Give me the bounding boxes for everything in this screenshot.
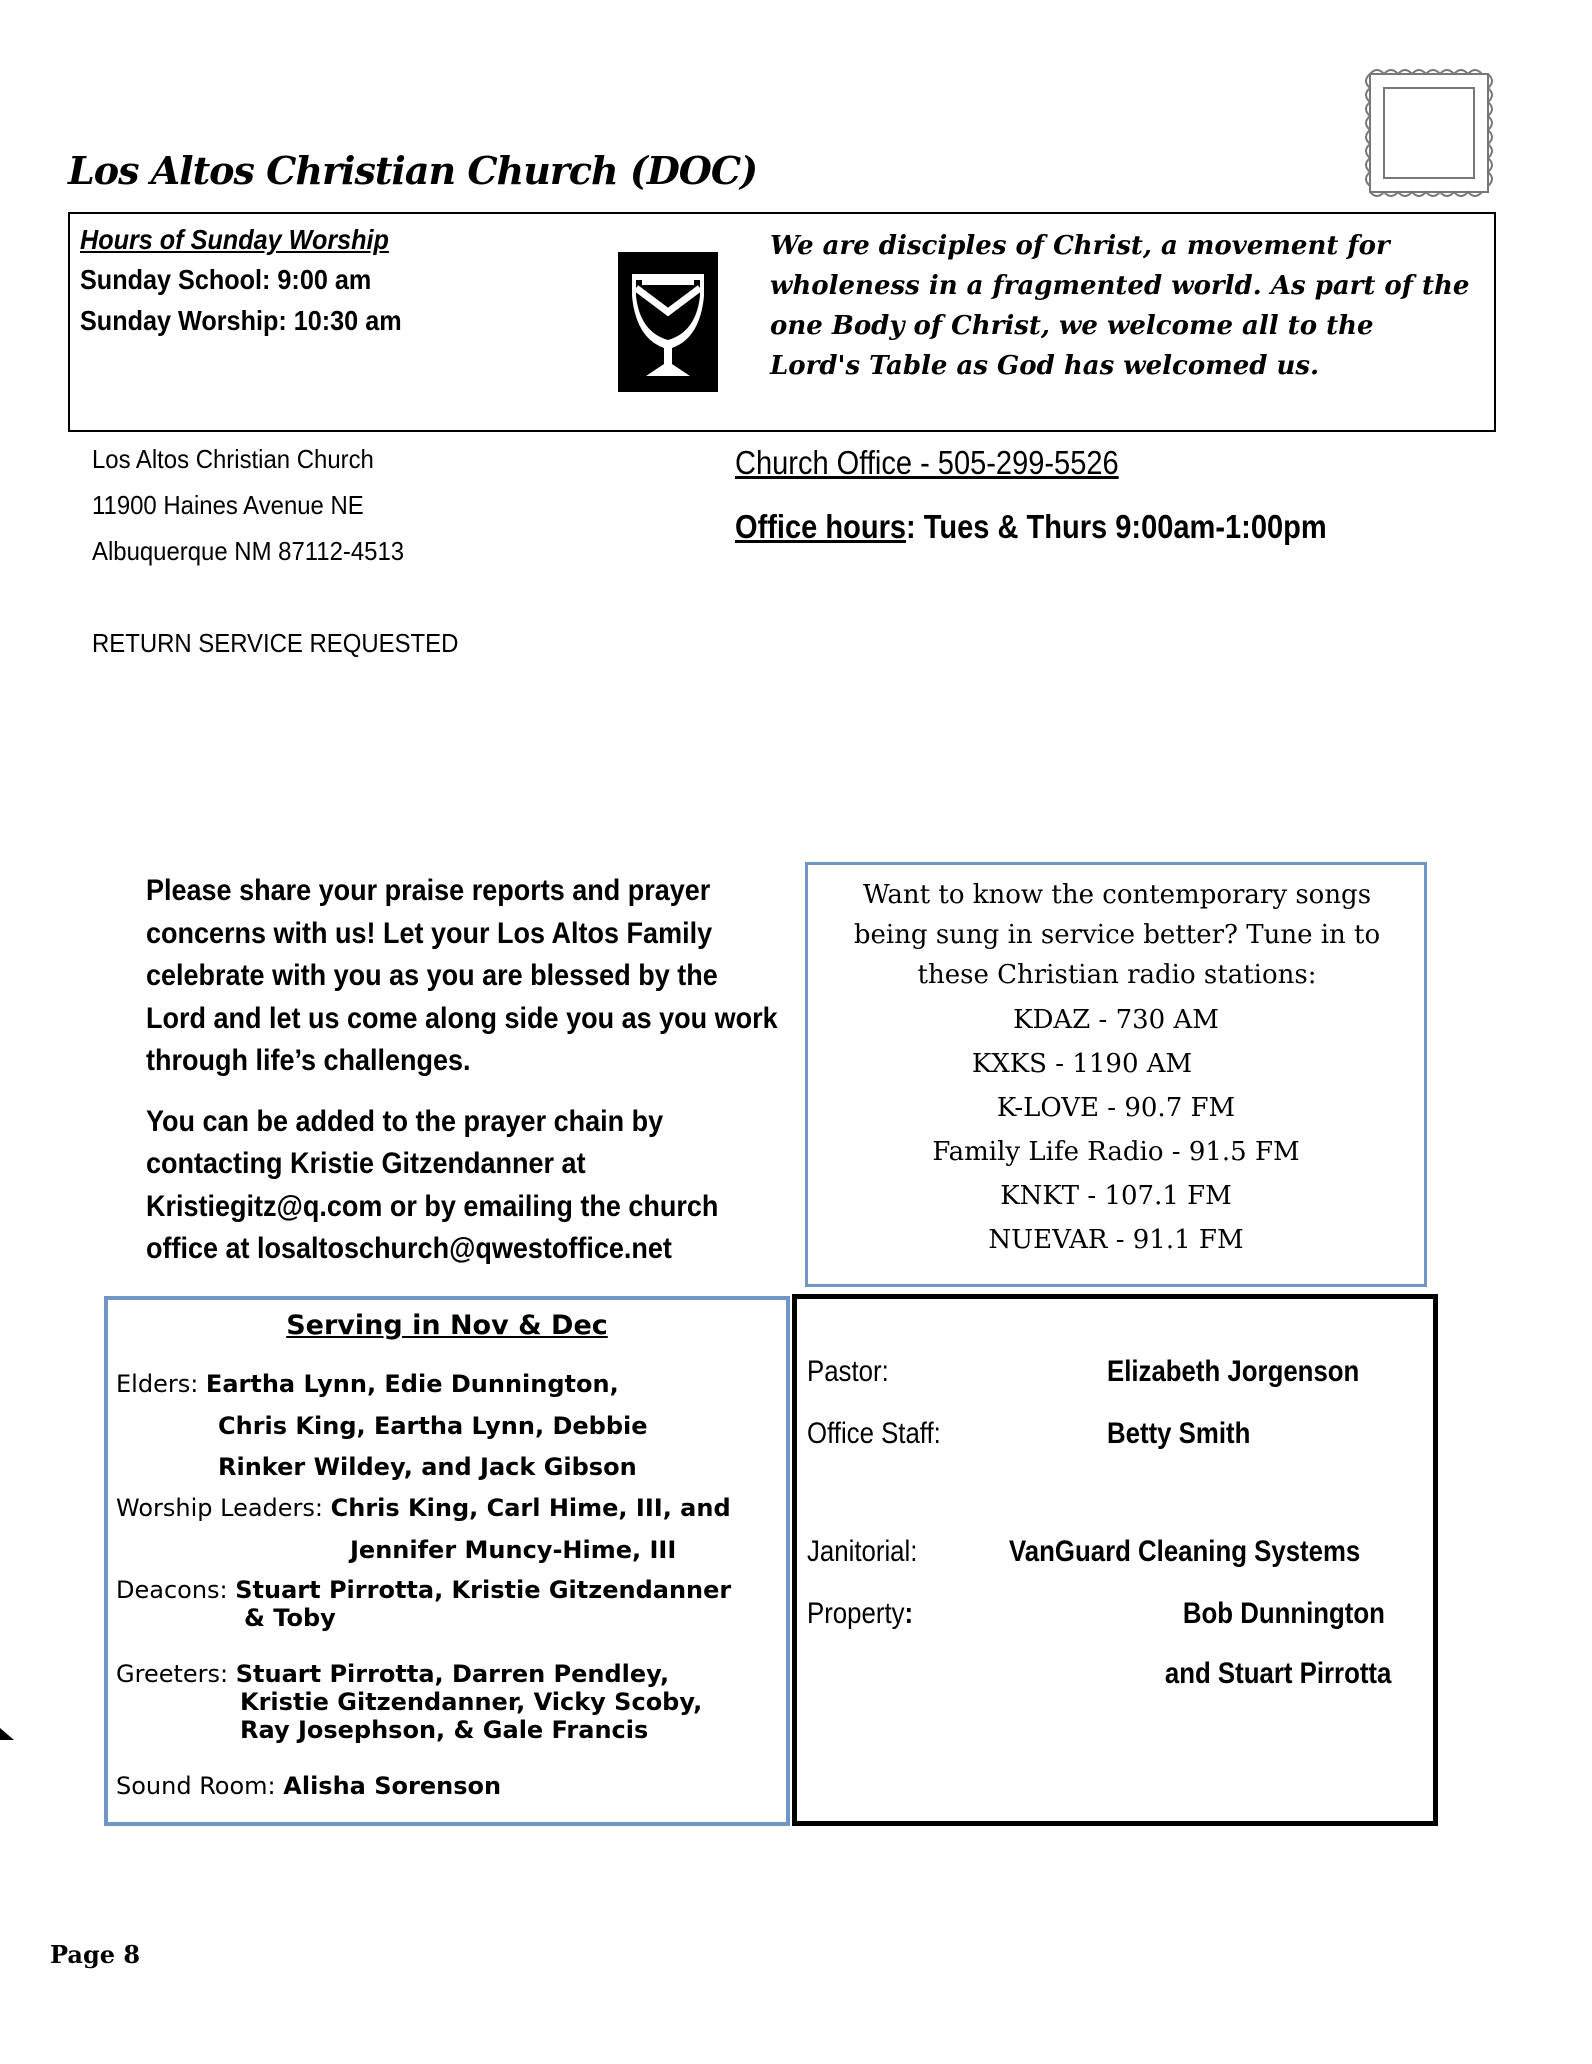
elders-label: Elders: [116,1370,206,1398]
office-hours [735,508,1327,546]
elders-names: Chris King, Eartha Lynn, Debbie [218,1412,648,1440]
greeters-line [116,1660,669,1688]
elders-line [218,1453,637,1481]
greeters-names: Ray Josephson, & Gale Francis [240,1716,649,1744]
elders-names: Rinker Wildey, and Jack Gibson [218,1453,637,1481]
radio-stations-box [805,862,1427,1287]
deacons-label: Deacons: [116,1576,236,1604]
serving-schedule-box [104,1296,790,1826]
property-label-colon: : [904,1597,914,1630]
sound-room-label: Sound Room: [116,1772,284,1800]
property-label-text: Property [807,1597,905,1630]
corner-arrow-icon [0,1728,14,1742]
greeters-names: Stuart Pirrotta, Darren Pendley, [235,1660,670,1688]
radio-station: Family Life Radio - 91.5 FM [932,1137,1300,1167]
elders-line [218,1412,648,1440]
property-name: and Stuart Pirrotta [1164,1657,1391,1690]
return-service-notice: RETURN SERVICE REQUESTED [92,628,459,658]
greeters-line [240,1688,702,1716]
address-line-1: Los Altos Christian Church [92,444,374,474]
radio-station: K-LOVE - 90.7 FM [996,1093,1236,1123]
worship-leaders-names: Chris King, Carl Hime, III, and [330,1494,731,1522]
serving-title: Serving in Nov & Dec [286,1310,608,1341]
radio-station: KXKS - 1190 AM [971,1049,1193,1079]
elders-line [116,1370,619,1398]
worship-leaders-label: Worship Leaders: [116,1494,331,1522]
staff-directory-box [792,1294,1438,1826]
property-label [807,1597,913,1631]
property-name: Bob Dunnington [1182,1597,1385,1630]
worship-leaders-line [350,1536,676,1564]
radio-intro: Want to know the contemporary songs being sung in service better? Tune in to these Christian radio stations: [853,880,1381,990]
pastor-name: Elizabeth Jorgenson [1107,1355,1360,1388]
sound-room-line [116,1772,501,1800]
church-office-phone: Church Office - 505-299-5526 [735,444,1119,481]
office-staff-label: Office Staff: [807,1417,941,1450]
janitorial-label: Janitorial: [807,1535,918,1568]
chalice-cross-icon [618,252,718,392]
prayer-paragraph-2: You can be added to the prayer chain by contacting Kristie Gitzendanner at Kristiegitz@q.com or by emailing the church office at losaltoschurch@qwestoffice.net [146,1104,719,1265]
office-staff-name: Betty Smith [1107,1417,1251,1450]
postage-stamp-icon [1358,62,1500,204]
worship-info-box [68,212,1496,432]
greeters-label: Greeters: [116,1660,236,1688]
sound-room-name: Alisha Sorenson [283,1772,502,1800]
sunday-school-time: Sunday School: 9:00 am [80,264,372,295]
office-hours-value: : Tues & Thurs 9:00am-1:00pm [906,508,1327,545]
pastor-label: Pastor: [807,1355,889,1388]
church-title: Los Altos Christian Church (DOC) [68,148,758,193]
address-line-2: 11900 Haines Avenue NE [92,490,364,520]
sunday-worship-time: Sunday Worship: 10:30 am [80,305,402,336]
janitorial-name: VanGuard Cleaning Systems [1009,1535,1361,1568]
worship-leaders-names: Jennifer Muncy-Hime, III [350,1536,677,1564]
mission-statement: We are disciples of Christ, a movement for wholeness in a fragmented world. As part of the one Body of Christ, we welcome all to the Lord's Table as God has welcomed us. [770,231,1470,381]
radio-station: KNKT - 107.1 FM [1000,1181,1232,1211]
greeters-names: Kristie Gitzendanner, Vicky Scoby, [240,1688,703,1716]
radio-station: KDAZ - 730 AM [1013,1005,1219,1035]
worship-hours-title: Hours of Sunday Worship [80,224,389,255]
prayer-request-section [146,870,778,1289]
deacons-line [116,1576,731,1604]
deacons-line [244,1604,336,1632]
deacons-names: & Toby [244,1604,336,1632]
worship-leaders-line [116,1494,731,1522]
prayer-paragraph-1: Please share your praise reports and prayer concerns with us! Let your Los Altos Family celebrate with you as you are blessed by the Lord and let us come along side you as you work through life’s challenges. [146,874,778,1077]
page-number: Page 8 [50,1940,141,1969]
elders-names: Eartha Lynn, Edie Dunnington, [205,1370,619,1398]
office-hours-label: Office hours [735,508,907,545]
deacons-names: Stuart Pirrotta, Kristie Gitzendanner [235,1576,732,1604]
greeters-line [240,1716,648,1744]
radio-station: NUEVAR - 91.1 FM [988,1225,1244,1255]
address-line-3: Albuquerque NM 87112-4513 [92,536,405,566]
